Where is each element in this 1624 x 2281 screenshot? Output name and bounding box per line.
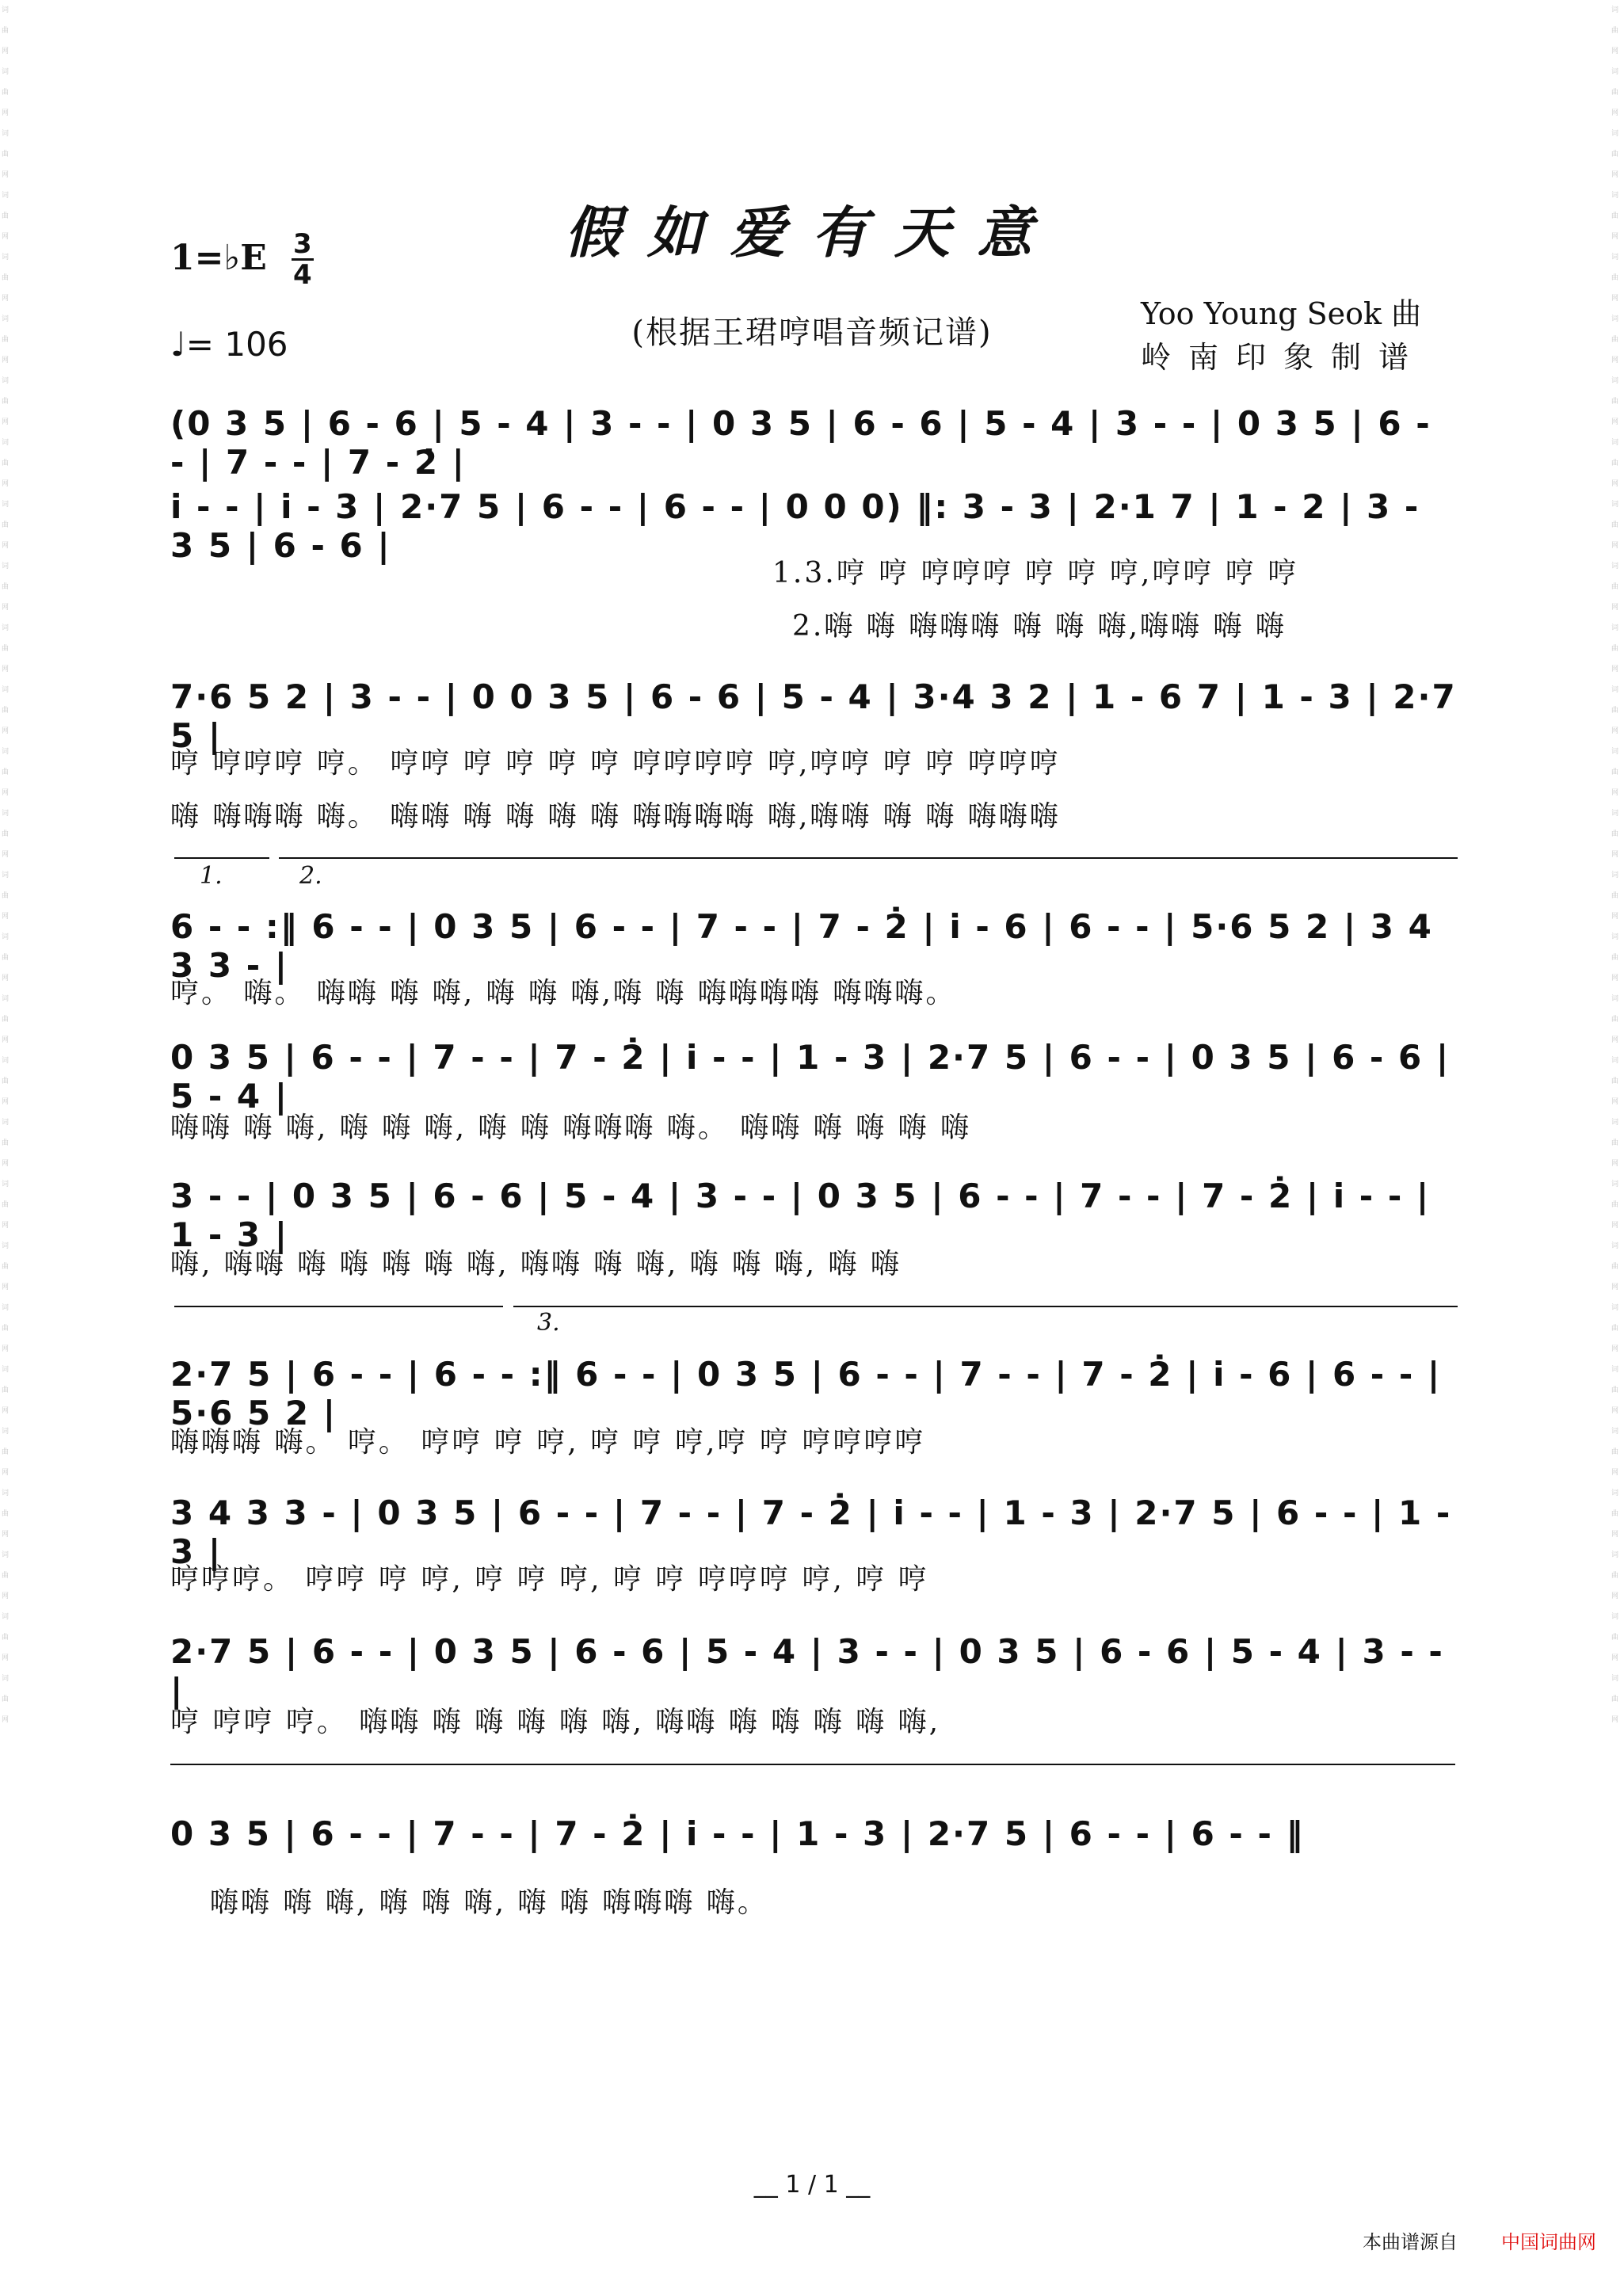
- tempo-marking: ♩= 106: [170, 325, 288, 364]
- volta-label: 2.: [299, 862, 322, 890]
- key-signature: 1=♭E: [170, 238, 267, 278]
- lyric-line: 嗨, 嗨嗨 嗨 嗨 嗨 嗨 嗨, 嗨嗨 嗨 嗨, 嗨 嗨 嗨, 嗨 嗨: [170, 1248, 902, 1280]
- volta-bracket: [279, 857, 1458, 859]
- song-title: 假如爱有天意: [565, 200, 1059, 265]
- score-line-6: 3 - - | 0 3 5 | 6 - 6 | 5 - 4 | 3 - - | 0 3 5 | 6 - - | 7 - - | 7 - 2̇ | i̇ - - | 1 - 3 |: [170, 1177, 1431, 1254]
- source-site-link[interactable]: 中国词曲网: [1501, 2231, 1596, 2253]
- lyric-line: 1.3.哼 哼 哼哼哼 哼 哼 哼,哼哼 哼 哼: [772, 557, 1299, 589]
- right-watermark: 词曲网词曲网词曲网词曲网词曲网词曲网词曲网词曲网词曲网词曲网词曲网词曲网词曲网词曲网词曲网词曲网词曲网词曲网词曲网词曲网词曲网词曲网词曲网词曲网词曲网词曲网词曲网词曲网: [1611, 6, 1619, 1724]
- score-line-5: 0 3 5 | 6 - - | 7 - - | 7 - 2̇ | i̇ - - | 1 - 3 | 2·7 5 | 6 - - | 0 3 5 | 6 - 6 | 5 - 4 |: [170, 1038, 1451, 1116]
- lyric-line: 哼 哼哼哼 哼。 哼哼 哼 哼 哼 哼 哼哼哼哼 哼,哼哼 哼 哼 哼哼哼: [170, 747, 1061, 780]
- subtitle: (根据王珺哼唱音频记谱): [631, 315, 993, 351]
- score-line-7: 2·7 5 | 6 - - | 6 - - :‖ 6 - - | 0 3 5 | 6 - - | 7 - - | 7 - 2̇ | i̇ - 6 | 6 - - | 5·6 5 2 |: [170, 1355, 1442, 1432]
- volta-label: 3.: [537, 1309, 560, 1337]
- lyric-line: 嗨嗨嗨 嗨。 哼。 哼哼 哼 哼, 哼 哼 哼,哼 哼 哼哼哼哼: [170, 1426, 926, 1459]
- score-line-3: 7·6 5 2 | 3 - - | 0 0 3 5 | 6 - 6 | 5 - 4 | 3·4 3 2 | 1 - 6 7 | 1 - 3 | 2·7 5 |: [170, 677, 1457, 755]
- page-number: __ 1 / 1 __: [753, 2171, 871, 2199]
- score-line-1: (0 3 5 | 6 - 6 | 5 - 4 | 3 - - | 0 3 5 | 6 - 6 | 5 - 4 | 3 - - | 0 3 5 | 6 - - | 7 - - | 7 - 2̇ |: [170, 404, 1431, 482]
- final-system-rule: [170, 1764, 1455, 1765]
- score-line-4: 6 - - :‖ 6 - - | 0 3 5 | 6 - - | 7 - - | 7 - 2̇ | i̇ - 6 | 6 - - | 5·6 5 2 | 3 4 3 3 - |: [170, 907, 1433, 985]
- lyric-line: 嗨嗨 嗨 嗨, 嗨 嗨 嗨, 嗨 嗨 嗨嗨嗨 嗨。: [210, 1886, 768, 1919]
- score-line-2: i̇ - - | i̇ - 3 | 2·7 5 | 6 - - | 6 - - | 0 0 0) ‖: 3 - 3 | 2·1 7 | 1 - 2 | 3 - 3 5 | 6 - 6 |: [170, 487, 1420, 565]
- volta-bracket: [174, 1306, 503, 1307]
- lyric-line: 嗨 嗨嗨嗨 嗨。 嗨嗨 嗨 嗨 嗨 嗨 嗨嗨嗨嗨 嗨,嗨嗨 嗨 嗨 嗨嗨嗨: [170, 800, 1061, 833]
- volta-bracket: [513, 1306, 1458, 1307]
- left-watermark: 词曲网词曲网词曲网词曲网词曲网词曲网词曲网词曲网词曲网词曲网词曲网词曲网词曲网词曲网词曲网词曲网词曲网词曲网词曲网词曲网词曲网词曲网词曲网词曲网词曲网词曲网词曲网词曲网: [2, 6, 10, 1724]
- lyric-line: 哼 哼哼 哼。 嗨嗨 嗨 嗨 嗨 嗨 嗨, 嗨嗨 嗨 嗨 嗨 嗨 嗨,: [170, 1706, 941, 1738]
- time-signature-top: 3: [293, 228, 312, 260]
- volta-label: 1.: [200, 862, 223, 890]
- lyric-line: 2.嗨 嗨 嗨嗨嗨 嗨 嗨 嗨,嗨嗨 嗨 嗨: [792, 610, 1287, 643]
- lyric-line: 哼哼哼。 哼哼 哼 哼, 哼 哼 哼, 哼 哼 哼哼哼 哼, 哼 哼: [170, 1563, 929, 1596]
- score-line-9: 2·7 5 | 6 - - | 0 3 5 | 6 - 6 | 5 - 4 | 3 - - | 0 3 5 | 6 - 6 | 5 - 4 | 3 - - |: [170, 1632, 1444, 1710]
- score-line-10: 0 3 5 | 6 - - | 7 - - | 7 - 2̇ | i̇ - - | 1 - 3 | 2·7 5 | 6 - - | 6 - - ‖: [170, 1814, 1305, 1853]
- composer-credit: Yoo Young Seok 曲: [1141, 296, 1422, 331]
- source-label: 本曲谱源自: [1363, 2231, 1458, 2253]
- lyric-line: 哼。 嗨。 嗨嗨 嗨 嗨, 嗨 嗨 嗨,嗨 嗨 嗨嗨嗨嗨 嗨嗨嗨。: [170, 977, 957, 1009]
- lyric-line: 嗨嗨 嗨 嗨, 嗨 嗨 嗨, 嗨 嗨 嗨嗨嗨 嗨。 嗨嗨 嗨 嗨 嗨 嗨: [170, 1112, 972, 1144]
- time-signature-bottom: 4: [293, 259, 312, 291]
- volta-bracket: [174, 857, 269, 859]
- score-line-8: 3 4 3 3 - | 0 3 5 | 6 - - | 7 - - | 7 - 2̇ | i̇ - - | 1 - 3 | 2·7 5 | 6 - - | 1 - 3 |: [170, 1493, 1452, 1571]
- arranger-credit: 岭南印象制谱: [1141, 340, 1427, 375]
- time-signature: [292, 230, 314, 289]
